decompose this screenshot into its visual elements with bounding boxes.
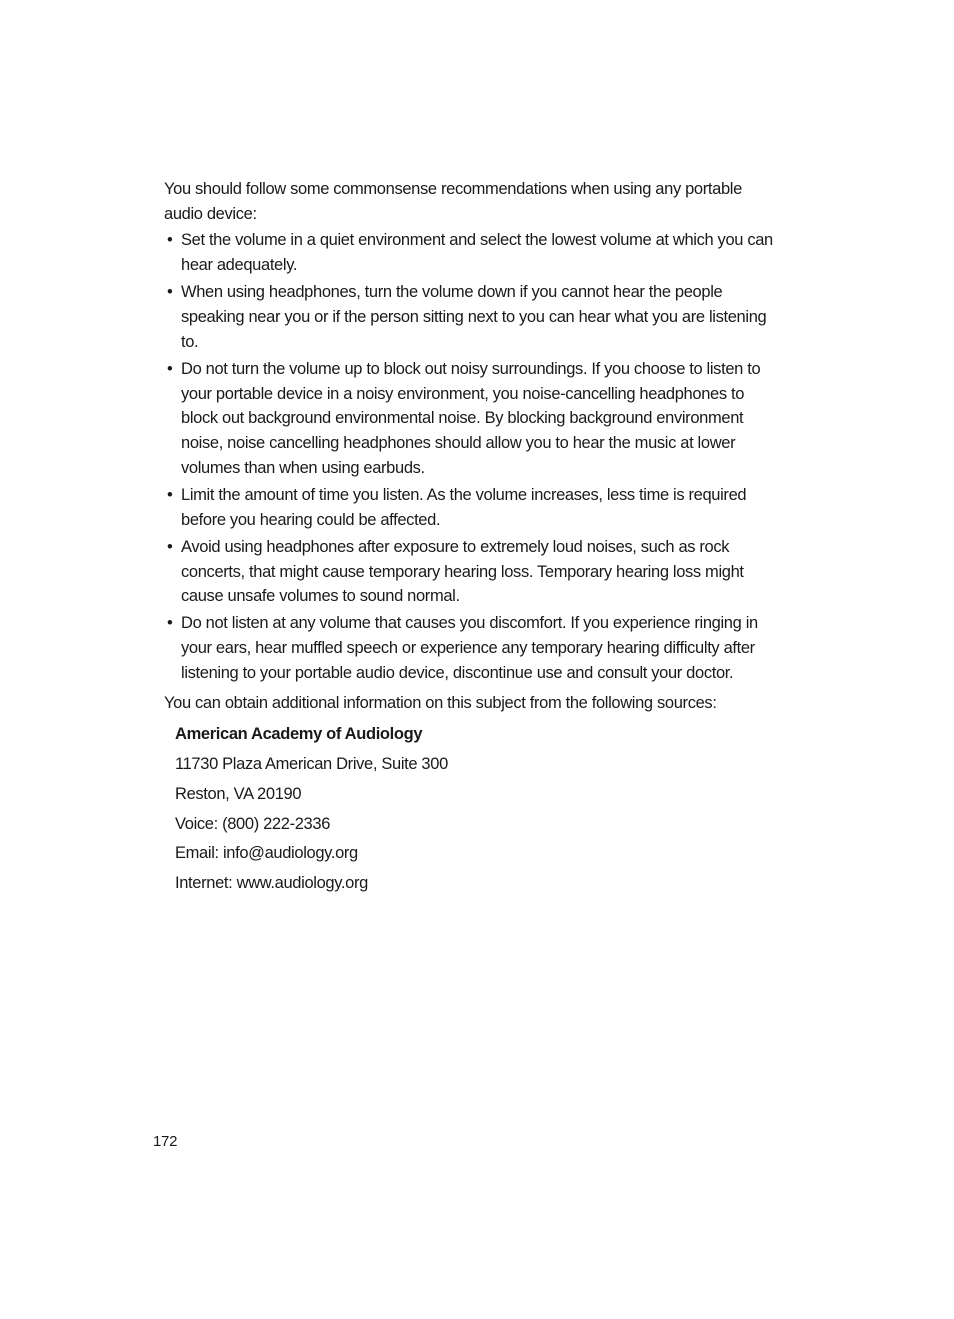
list-item-text: When using headphones, turn the volume down if you cannot hear the people speaking near you or if the person sitting next to you can hear what you are listening to. xyxy=(181,283,767,351)
list-item-text: Set the volume in a quiet environment and select the lowest volume at which you can hear adequately. xyxy=(181,231,773,275)
list-item-text: Do not listen at any volume that causes you discomfort. If you experience ringing in your ears, hear muffled speech or experience any temporary hearing difficulty after listening to your portable audio device, discontinue use and consult your doctor. xyxy=(181,614,758,682)
bullet-icon: • xyxy=(167,283,173,302)
contact-block xyxy=(175,720,776,899)
list-item xyxy=(164,535,776,609)
internet-address: Internet: www.audiology.org xyxy=(175,874,368,893)
list-item-text: Avoid using headphones after exposure to extremely loud noises, such as rock concerts, that might cause temporary hearing loss. Temporary hearing loss might cause unsafe volumes to sound normal. xyxy=(181,537,744,606)
list-item xyxy=(164,483,776,532)
bullet-icon: • xyxy=(167,485,173,504)
address-line-1: 11730 Plaza American Drive, Suite 300 xyxy=(175,755,448,774)
recommendations-list xyxy=(164,228,776,685)
email-address: Email: info@audiology.org xyxy=(175,844,358,863)
intro-paragraph: You should follow some commonsense recommendations when using any portable audio device: xyxy=(164,180,742,223)
list-item xyxy=(164,228,776,277)
page-content xyxy=(164,177,776,899)
list-item-text: Limit the amount of time you listen. As the volume increases, less time is required before you hearing could be affected. xyxy=(181,485,747,529)
list-item xyxy=(164,357,776,481)
address-line-2: Reston, VA 20190 xyxy=(175,784,302,803)
bullet-icon: • xyxy=(167,537,173,556)
bullet-icon: • xyxy=(167,614,173,633)
list-item xyxy=(164,611,776,685)
bullet-icon: • xyxy=(167,359,173,378)
organization-name: American Academy of Audiology xyxy=(175,725,423,744)
bullet-icon: • xyxy=(167,231,173,250)
sources-intro-paragraph: You can obtain additional information on this subject from the following sources: xyxy=(164,693,717,712)
list-item xyxy=(164,280,776,354)
list-item-text: Do not turn the volume up to block out noisy surroundings. If you choose to listen to your portable device in a noisy environment, you noise-cancelling headphones to block out background environmental noise. By blocking background environment noise, noise cancelling headphones should allow you to hear the music at lower volumes than when using earbuds. xyxy=(181,359,761,477)
page-number: 172 xyxy=(153,1133,178,1150)
voice-number: Voice: (800) 222-2336 xyxy=(175,814,331,833)
